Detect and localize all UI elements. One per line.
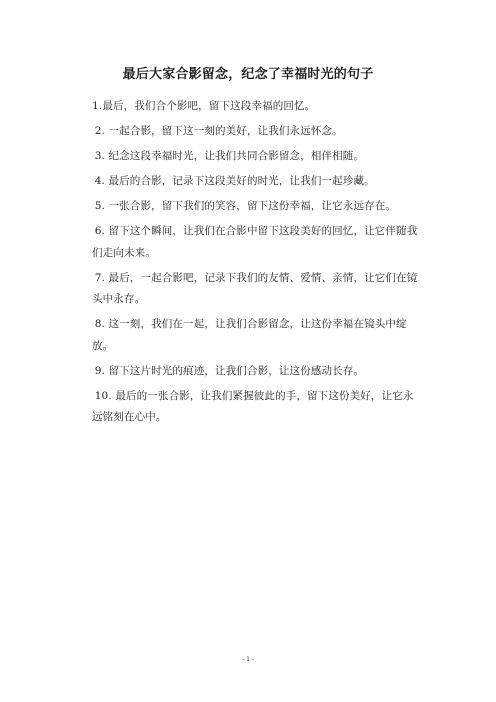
paragraph-9: 9. 留下这片时光的痕迹，让我们合影，让这份感动长存。	[94, 364, 365, 377]
page-number: - 1 -	[242, 656, 254, 663]
paragraph-10: 10. 最后的一张合影，让我们紧握彼此的手，留下这份美好，让它永远铭刻在心中。	[92, 389, 414, 423]
document-title: 最后大家合影留念，纪念了幸福时光的句子	[122, 67, 374, 82]
paragraph-2: 2. 一起合影，留下这一刻的美好，让我们永远怀念。	[94, 125, 343, 137]
paragraph-8: 8. 这一刻，我们在一起，让我们合影留念，让这份幸福在镜头中绽放。	[92, 318, 407, 352]
paragraph-4: 4. 最后的合影，记录下这段美好的时光，让我们一起珍藏。	[94, 175, 375, 187]
paragraph-1: 1.最后，我们合个影吧，留下这段幸福的回忆。	[92, 100, 316, 112]
paragraph-6: 6. 留下这个瞬间，让我们在合影中留下这段美好的回忆，让它伴随我们走向未来。	[92, 225, 418, 259]
paragraph-3: 3. 纪念这段幸福时光，让我们共同合影留念，相伴相随。	[94, 150, 365, 162]
paragraph-7: 7. 最后，一起合影吧，记录下我们的友情、爱情、亲情，让它们在镜头中永存。	[92, 271, 418, 305]
paragraph-5: 5. 一张合影，留下我们的笑容，留下这份幸福，让它永远存在。	[94, 200, 397, 212]
document-body	[92, 96, 422, 432]
